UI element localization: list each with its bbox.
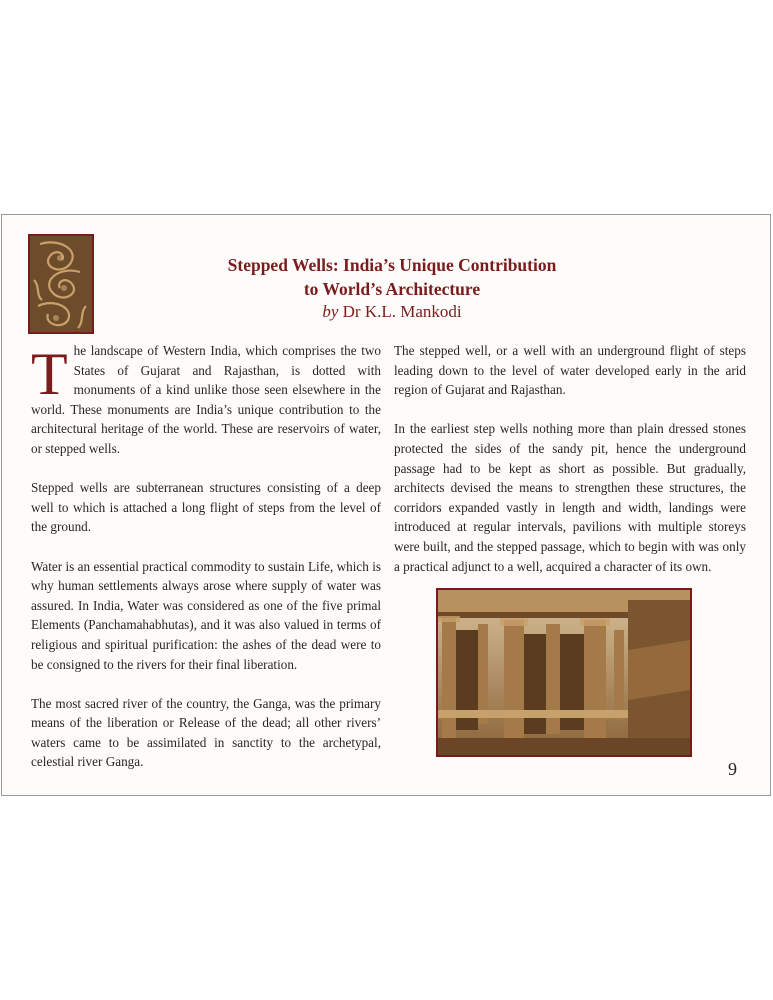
author-name: Dr K.L. Mankodi [342, 302, 462, 321]
paragraph: The most sacred river of the country, the Ganga, was the primary means of the liberation or Release of the dead; all other rivers’ waters came to be assimilated in sanctity to the archetypal, celestial river Ganga. [31, 695, 381, 770]
stepwell-photo [436, 588, 692, 757]
drop-cap: T [31, 341, 68, 407]
carved-stone-thumbnail [28, 234, 94, 334]
paragraph [31, 341, 381, 459]
paragraph: The stepped well, or a well with an underground flight of steps leading down to the level of water developed early in the arid region of Gujarat and Rajasthan. [394, 343, 746, 398]
book-page [1, 214, 771, 796]
right-column [394, 341, 746, 596]
paragraph: In the earliest step wells nothing more than plain dressed stones protected the sides of the sandy pit, hence the underground passage had to be kept as short as possible. But gradually, architects devised the means to strengthen these structures, the corridors expanded vastly in length and width, landings were introduced at regular intervals, pavilions with multiple storeys were built, and the stepped passage, which to begin with was only a practical adjunct to a well, acquired a character of its own. [394, 421, 746, 574]
page-number: 9 [728, 759, 737, 779]
article-title [142, 253, 642, 301]
byline-prefix: by [322, 302, 339, 321]
byline [142, 302, 642, 322]
paragraph: Stepped wells are subterranean structures consisting of a deep well to which is attached a long flight of steps from the level of the ground. [31, 480, 381, 535]
title-line-1: Stepped Wells: India’s Unique Contribution [227, 255, 557, 275]
paragraph-text: he landscape of Western India, which comprises the two States of Gujarat and Rajasthan, is dotted with monuments of a kind unlike those seen elsewhere in the world. These monuments are India’s unique contribution to the architectural heritage of the world. These are reservoirs of water, or stepped wells. [31, 343, 381, 456]
left-column [31, 341, 381, 792]
title-line-2: to World’s Architecture [303, 279, 481, 299]
paragraph: Water is an essential practical commodity to sustain Life, which is why human settlements always arose where supply of water was assured. In India, Water was considered as one of the five primal Elements (Panchamahabhutas), and it was also valued in terms of religious and spiritual purification: the ashes of the dead were to be consigned to the rivers for their final liberation. [31, 558, 381, 672]
